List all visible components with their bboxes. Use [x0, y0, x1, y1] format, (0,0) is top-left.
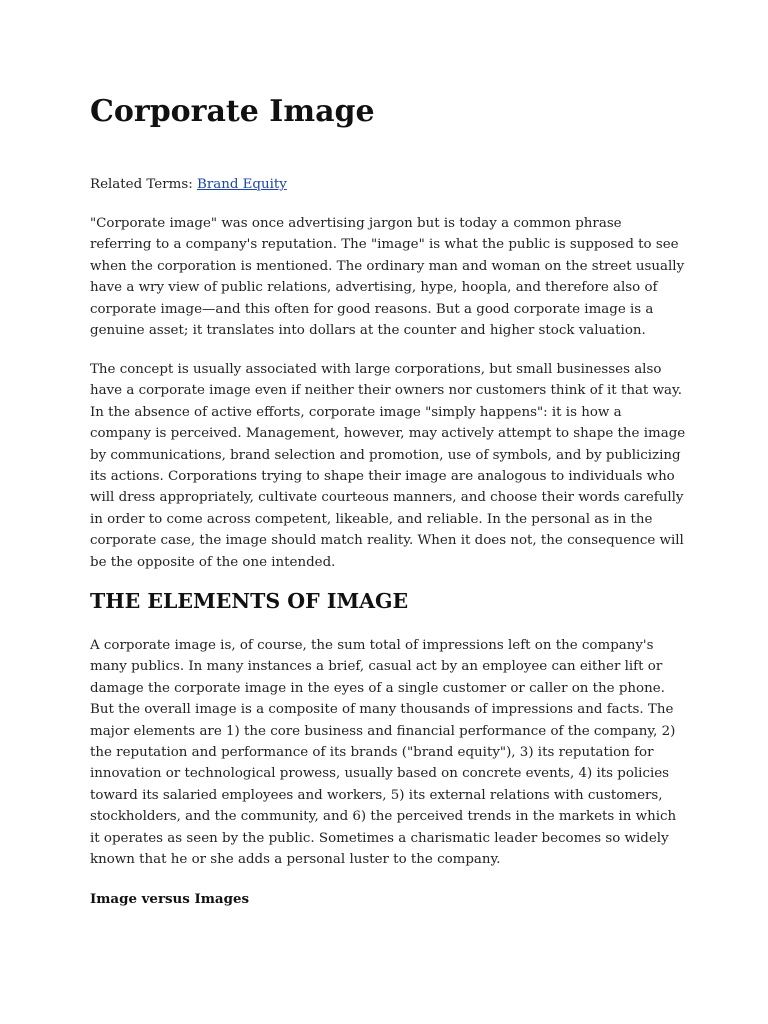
subheading-image-versus-images: Image versus Images [90, 891, 250, 907]
paragraph-concept: The concept is usually associated with large corporations, but small businesses also have a corporate image even if neither their owners nor customers think of it that way. In the absence of active efforts, corporate image "simply happens": it is how a company is perceived. Management, however, may actively attempt to shape the image by communications, brand selection and promotion, use of symbols, and by publicizing its actions. Corporations trying to shape their image are analogous to individuals who will dress appropriately, cultivate courteous manners, and choose their words carefully in order to come across competent, likeable, and reliable. In the personal as in the corporate case, the image should match reality. When it does not, the consequence will be the opposite of the one intended. [90, 362, 686, 570]
paragraph-elements: A corporate image is, of course, the sum total of impressions left on the company's many publics. In many instances a brief, casual act by an employee can either lift or damage the corporate image in the eyes of a single customer or caller on the phone. But the overall image is a composite of many thousands of impressions and facts. The major elements are 1) the core business and financial performance of the company, 2) the reputation and performance of its brands ("brand equity"), 3) its reputation for innovation or technological prowess, usually based on concrete events, 4) its policies toward its salaried employees and workers, 5) its external relations with customers, stockholders, and the community, and 6) the perceived trends in the markets in which it operates as seen by the public. Sometimes a charismatic leader becomes so widely known that he or she adds a personal luster to the company. [90, 638, 677, 868]
section-heading-elements: THE ELEMENTS OF IMAGE [90, 589, 409, 613]
related-terms [90, 174, 287, 195]
page-title: Corporate Image [90, 94, 375, 129]
related-terms-label: Related Terms: [90, 177, 193, 192]
paragraph-intro: "Corporate image" was once advertising jargon but is today a common phrase referring to a company's reputation. The "image" is what the public is supposed to see when the corporation is mentioned. The ordinary man and woman on the street usually have a wry view of public relations, advertising, hype, hoopla, and therefore also of corporate image—and this often for good reasons. But a good corporate image is a genuine asset; it translates into dollars at the counter and higher stock valuation. [90, 216, 685, 339]
brand-equity-link[interactable]: Brand Equity [196, 177, 287, 192]
